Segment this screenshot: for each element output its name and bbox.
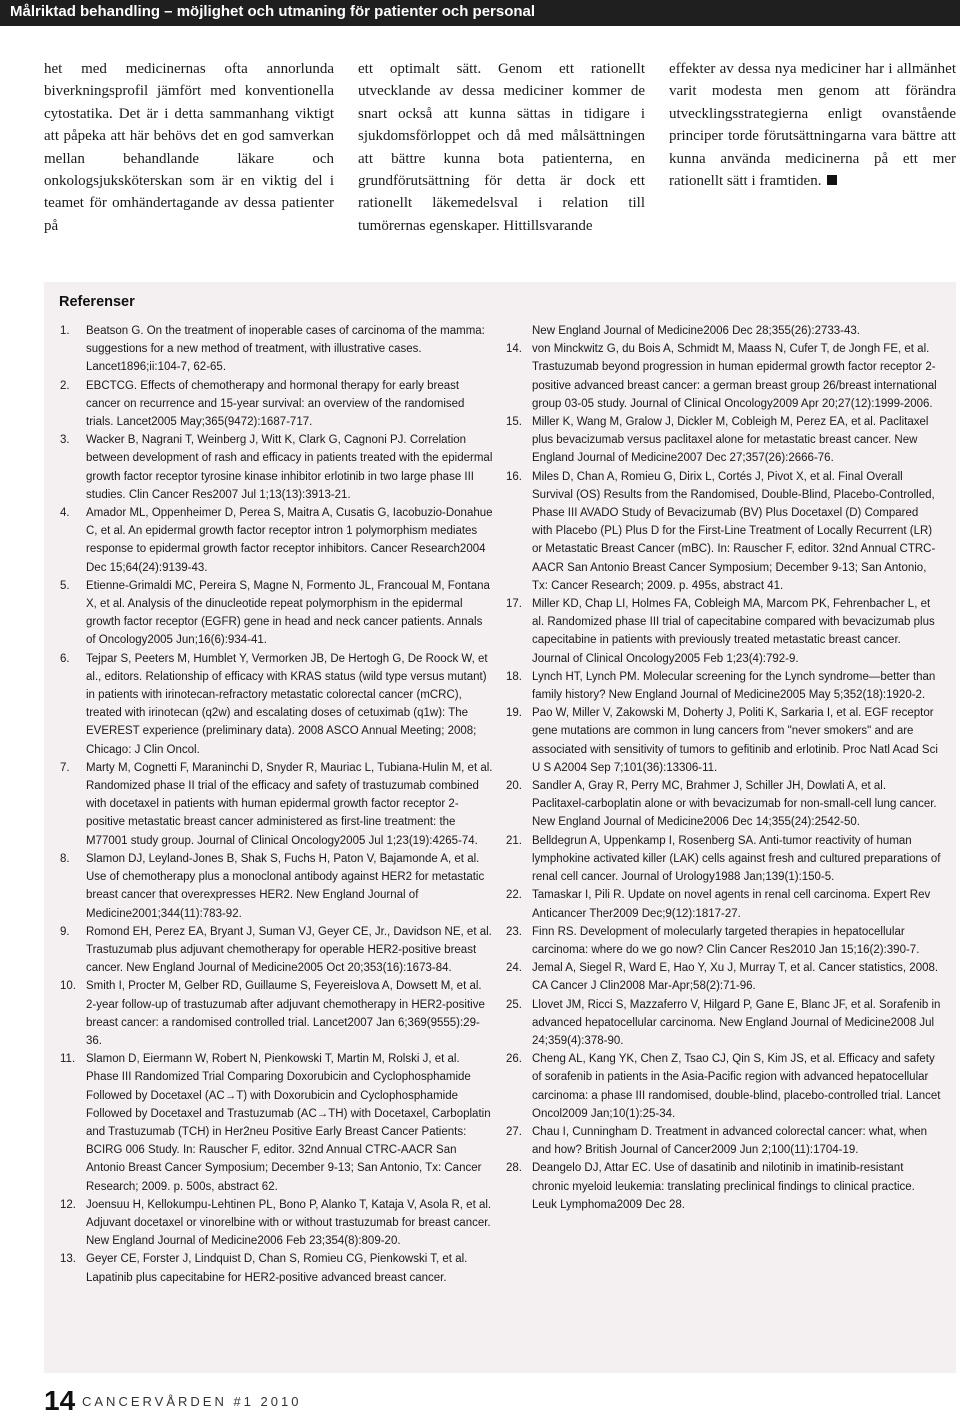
reference-text: Marty M, Cognetti F, Maraninchi D, Snyder R, Mauriac L, Tubiana-Hulin M, et al. Randomized phase II trial of the efficacy and safety of trastuzumab combined with docetaxel in patients with human epidermal growth factor receptor 2-positive metastatic breast cancer administered as first-line treatment: the M77001 study group. Journal of Clinical Oncology2005 Jul 1;23(19):4265-74. xyxy=(86,761,493,847)
reference-number: 23. xyxy=(506,925,522,938)
references-left-column xyxy=(60,322,495,1287)
reference-text: Miles D, Chan A, Romieu G, Dirix L, Cortés J, Pivot X, et al. Final Overall Survival (OS) Results from the Randomised, Double-Blind, Placebo-Controlled, Phase III AVADO Study of Bevacizumab (BV) Plus Docetaxel (D) Compared with Placebo (PL) Plus D for the First-Line Treatment of Locally Recurrent (LR) or Metastatic Breast Cancer (mBC). In: Rauscher F, editor. 32nd Annual CTRC-AACR San Antonio Breast Cancer Symposium; December 9-13; San Antonio, Tx: Cancer Research; 2009. p. 495s, abstract 41. xyxy=(532,470,936,592)
reference-text: Jemal A, Siegel R, Ward E, Hao Y, Xu J, Murray T, et al. Cancer statistics, 2008. CA Cancer J Clin2008 Mar-Apr;58(2):71-96. xyxy=(532,962,939,993)
reference-item xyxy=(60,977,495,1050)
reference-number: 14. xyxy=(506,343,522,356)
reference-number: 27. xyxy=(506,1125,522,1138)
end-of-article-square-icon xyxy=(827,175,837,185)
reference-item xyxy=(60,431,495,504)
reference-number: 24. xyxy=(506,962,522,975)
reference-item xyxy=(60,923,495,978)
reference-number: 6. xyxy=(60,652,70,665)
reference-text: Belldegrun A, Uppenkamp I, Rosenberg SA. Anti-tumor reactivity of human lymphokine activated killer (LAK) cells against fresh and cultured preparations of renal cell cancer. Journal of Urology1988 Jan;139(1):150-5. xyxy=(532,834,941,884)
publication-name: CANCERVÅRDEN #1 2010 xyxy=(82,1394,302,1409)
reference-number: 19. xyxy=(506,707,522,720)
reference-item xyxy=(60,1250,495,1286)
reference-item xyxy=(60,504,495,577)
reference-text: Pao W, Miller V, Zakowski M, Doherty J, Politi K, Sarkaria I, et al. EGF receptor gene mutations are common in lung cancers from "never smokers" and are associated with sensitivity of tumors to gefitinib and erlotinib. Proc Natl Acad Sci U S A2004 Sep 7;101(36):13306-11. xyxy=(532,707,938,774)
reference-item xyxy=(60,322,495,377)
reference-text: Finn RS. Development of molecularly targeted therapies in hepatocellular carcinoma: where do we go now? Clin Cancer Res2010 Jan 15;16(2):390-7. xyxy=(532,925,920,956)
reference-item xyxy=(506,832,941,887)
reference-number: 11. xyxy=(60,1053,76,1066)
running-header-title: Målriktad behandling – möjlighet och utmaning för patienter och personal xyxy=(10,3,536,20)
reference-number: 13. xyxy=(60,1253,76,1266)
reference-number: 1. xyxy=(60,325,70,337)
reference-text: Deangelo DJ, Attar EC. Use of dasatinib and nilotinib in imatinib-resistant chronic myeloid leukemia: translating preclinical findings to clinical practice. Leuk Lymphoma2009 Dec 28. xyxy=(532,1162,915,1211)
reference-text: Tamaskar I, Pili R. Update on novel agents in renal cell carcinoma. Expert Rev Anticancer Ther2009 Dec;9(12):1817-27. xyxy=(532,889,931,920)
reference-text: Wacker B, Nagrani T, Weinberg J, Witt K, Clark G, Cagnoni PJ. Correlation between development of rash and efficacy in patients treated with the epidermal growth factor receptor tyrosine kinase inhibitor erlotinib in two large phase III studies. Clin Cancer Res2007 Jul 1;13(13):3913-21. xyxy=(86,434,493,501)
page-footer xyxy=(44,1385,444,1419)
reference-item xyxy=(506,468,941,595)
references-title: Referenser xyxy=(59,294,135,310)
reference-text: Cheng AL, Kang YK, Chen Z, Tsao CJ, Qin S, Kim JS, et al. Efficacy and safety of sorafenib in patients in the Asia-Pacific region with advanced hepatocellular carcinoma: a phase III randomised, double-blind, placebo-controlled trial. Lancet Oncol2009 Jan;10(1):25-34. xyxy=(532,1053,941,1120)
reference-item xyxy=(506,340,941,413)
reference-item xyxy=(506,1123,941,1159)
reference-item xyxy=(506,923,941,959)
article-column-2: ett optimalt sätt. Genom ett rationellt utvecklande av dessa mediciner kommer de snart också att kunna sättas in tidigare i sjukdomsförloppet och då med målsättningen att bättre kunna bota patienterna, en grundförutsättning för detta är dock ett rationellt läkemedelsval i relation till tumörernas egenskaper. Hittillsvarande xyxy=(358,61,645,234)
reference-text: Smith I, Procter M, Gelber RD, Guillaume S, Feyereislova A, Dowsett M, et al. 2-year follow-up of trastuzumab after adjuvant chemotherapy in HER2-positive breast cancer: a randomised controlled trial. Lancet2007 Jan 6;369(9555):29-36. xyxy=(86,980,485,1047)
reference-number: 8. xyxy=(60,852,70,865)
reference-number: 10. xyxy=(60,980,76,993)
reference-number: 5. xyxy=(60,579,70,592)
reference-text: Amador ML, Oppenheimer D, Perea S, Maitra A, Cusatis G, Iacobuzio-Donahue C, et al. An epidermal growth factor receptor intron 1 polymorphism mediates response to epidermal growth factor receptor inhibitors. Cancer Research2004 Dec 15;64(24):9139-43. xyxy=(86,507,493,574)
reference-item xyxy=(60,1196,495,1251)
reference-item xyxy=(506,1050,941,1123)
reference-text: Sandler A, Gray R, Perry MC, Brahmer J, Schiller JH, Dowlati A, et al. Paclitaxel-carboplatin alone or with bevacizumab for non-small-cell lung cancer. New England Journal of Medicine2006 Dec 14;355(24):2542-50. xyxy=(532,780,937,829)
reference-number: 15. xyxy=(506,416,522,429)
reference-text: Miller KD, Chap LI, Holmes FA, Cobleigh MA, Marcom PK, Fehrenbacher L, et al. Randomized phase III trial of capecitabine compared with bevacizumab plus capecitabine in patients with previously treated metastatic breast cancer. Journal of Clinical Oncology2005 Feb 1;23(4):792-9. xyxy=(532,598,935,665)
reference-text: EBCTCG. Effects of chemotherapy and hormonal therapy for early breast cancer on recurrence and 15-year survival: an overview of the randomised trials. Lancet2005 May;365(9472):1687-717. xyxy=(86,379,465,429)
reference-number: 7. xyxy=(60,761,70,774)
reference-number: 17. xyxy=(506,598,522,611)
reference-item xyxy=(506,777,941,832)
reference-item xyxy=(506,668,941,704)
reference-text: Tejpar S, Peeters M, Humblet Y, Vermorken JB, De Hertogh G, De Roock W, et al., editors. Relationship of efficacy with KRAS status (wild type versus mutant) in patients with irinotecan-refractory metastatic colorectal cancer (mCRC), treated with irinotecan (q2w) and escalating doses of cetuximab (q1w): The EVEREST experience (preliminary data). 2008 ASCO Annual Meeting; 2008; Chicago: J Clin Oncol. xyxy=(86,652,488,756)
references-box xyxy=(44,282,956,1373)
references-right-column xyxy=(506,322,941,1214)
reference-text: Llovet JM, Ricci S, Mazzaferro V, Hilgard P, Gane E, Blanc JF, et al. Sorafenib in advanced hepatocellular carcinoma. New England Journal of Medicine2008 Jul 24;359(4):378-90. xyxy=(532,998,941,1047)
reference-number: 4. xyxy=(60,507,70,520)
reference-item xyxy=(506,886,941,922)
reference-continuation: New England Journal of Medicine2006 Dec 28;355(26):2733-43. xyxy=(532,325,860,337)
reference-text: Miller K, Wang M, Gralow J, Dickler M, Cobleigh M, Perez EA, et al. Paclitaxel plus bevacizumab versus paclitaxel alone for metastatic breast cancer. New England Journal of Medicine2007 Dec 27;357(26):2666-76. xyxy=(532,416,929,465)
reference-number: 2. xyxy=(60,379,70,392)
reference-text: von Minckwitz G, du Bois A, Schmidt M, Maass N, Cufer T, de Jongh FE, et al. Trastuzumab beyond progression in human epidermal growth factor receptor 2-positive advanced breast cancer: a german breast group 26/breast international group 03-05 study. Journal of Clinical Oncology2009 Apr 20;27(12):1999-2006. xyxy=(532,343,937,410)
reference-text: Beatson G. On the treatment of inoperable cases of carcinoma of the mamma: suggestions for a new method of treatment, with illustrative cases. Lancet1896;ii:104-7, 62-65. xyxy=(86,325,485,374)
article-column-3 xyxy=(669,58,956,192)
reference-text: Geyer CE, Forster J, Lindquist D, Chan S, Romieu CG, Pienkowski T, et al. Lapatinib plus capecitabine for HER2-positive advanced breast cancer. xyxy=(86,1253,468,1284)
reference-number: 28. xyxy=(506,1162,522,1175)
reference-number: 9. xyxy=(60,925,70,938)
reference-text: Etienne-Grimaldi MC, Pereira S, Magne N, Formento JL, Francoual M, Fontana X, et al. Analysis of the dinucleotide repeat polymorphism in the epidermal growth factor receptor (EGFR) gene in head and neck cancer patients. Annals of Oncology2005 Jun;16(6):934-41. xyxy=(86,579,490,647)
reference-item xyxy=(506,413,941,468)
reference-text: Joensuu H, Kellokumpu-Lehtinen PL, Bono P, Alanko T, Kataja V, Asola R, et al. Adjuvant docetaxel or vinorelbine with or without trastuzumab for breast cancer. New England Journal of Medicine2006 Feb 23;354(8):809-20. xyxy=(86,1198,492,1248)
article-column-3-text: effekter av dessa nya mediciner har i allmänhet varit modesta men genom att förändra utvecklingsstrategierna enligt ovanstående principer torde förutsättningarna vara bättre att kunna använda medicinerna på ett mer rationellt sätt i framtiden. xyxy=(669,61,956,190)
reference-item xyxy=(506,704,941,777)
reference-number: 18. xyxy=(506,670,522,683)
reference-number: 22. xyxy=(506,889,522,902)
reference-item xyxy=(60,1050,495,1196)
reference-item xyxy=(506,595,941,668)
reference-item xyxy=(506,1159,941,1214)
reference-text: Lynch HT, Lynch PM. Molecular screening for the Lynch syndrome—better than family history? New England Journal of Medicine2005 May 5;352(18):1920-2. xyxy=(532,670,936,702)
reference-item xyxy=(60,577,495,650)
reference-item xyxy=(60,850,495,923)
reference-number: 20. xyxy=(506,780,522,793)
reference-text: Slamon D, Eiermann W, Robert N, Pienkowski T, Martin M, Rolski J, et al. Phase III Randomized Trial Comparing Doxorubicin and Cyclophosphamide Followed by Docetaxel (AC→T) with Doxorubicin and Cyclophosphamide Followed by Docetaxel and Trastuzumab (AC→TH) with Docetaxel, Carboplatin and Trastuzumab (TCH) in Her2neu Positive Early Breast Cancer Patients: BCIRG 006 Study. In: Rauscher F, editor. 32nd Annual CTRC-AACR San Antonio Breast Cancer Symposium; December 9-13; San Antonio, Tx: Cancer Research; 2009. p. 500s, abstract 62. xyxy=(86,1053,491,1193)
reference-number: 12. xyxy=(60,1198,76,1211)
page-number: 14 xyxy=(44,1385,76,1416)
reference-item xyxy=(506,996,941,1051)
reference-number: 16. xyxy=(506,470,522,483)
reference-item xyxy=(506,959,941,995)
article-column-1: het med medicinernas ofta annorlunda biverkningsprofil jämfört med konventionella cytostatika. Det är i detta sammanhang viktigt att påpeka att här behövs det en god samverkan mellan behandlande läkare och onkologsjuksköterskan som är en viktig del i teamet för omhändertagande av dessa patienter på xyxy=(44,61,334,234)
reference-number: 26. xyxy=(506,1053,522,1066)
reference-number: 3. xyxy=(60,434,70,447)
reference-item xyxy=(60,377,495,432)
running-header xyxy=(0,0,960,26)
reference-text: Slamon DJ, Leyland-Jones B, Shak S, Fuchs H, Paton V, Bajamonde A, et al. Use of chemotherapy plus a monoclonal antibody against HER2 for metastatic breast cancer that overexpresses HER2. New England Journal of Medicine2001;344(11):783-92. xyxy=(86,852,485,920)
reference-number: 21. xyxy=(506,834,522,847)
reference-text: Romond EH, Perez EA, Bryant J, Suman VJ, Geyer CE, Jr., Davidson NE, et al. Trastuzumab plus adjuvant chemotherapy for operable HER2-positive breast cancer. New England Journal of Medicine2005 Oct 20;353(16):1673-84. xyxy=(86,925,492,975)
reference-text: Chau I, Cunningham D. Treatment in advanced colorectal cancer: what, when and how? British Journal of Cancer2009 Jun 2;100(11):1704-19. xyxy=(532,1125,928,1157)
reference-item xyxy=(60,759,495,850)
reference-number: 25. xyxy=(506,998,522,1011)
reference-item xyxy=(60,650,495,759)
